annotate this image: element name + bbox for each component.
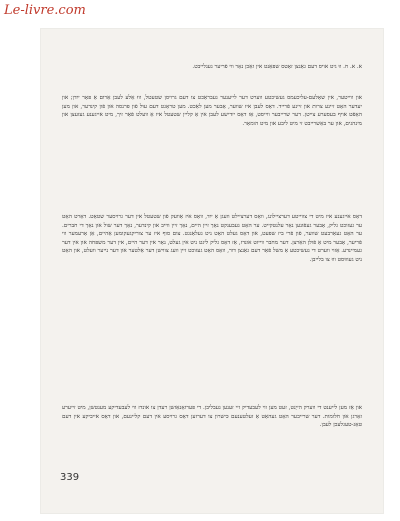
paragraph-3 xyxy=(62,213,362,265)
site-watermark: Le-livre.com xyxy=(4,3,86,18)
paragraph-text: און ווייטער, אין שאָלעם-עליכעמס געשיכטע ווערט דער לייענער געבראַכט צו דעם גרויסן שטעטל, וווּ אַלע לעבן אַרום אַ פּאָר ייִדן; און יעדער האָט זיינע צרות און זיינע פֿרייד. דאָס לעבן איז שווער, אָבער מען לאַכט. מען טראָגט דעם עול פֿון פּרנסה און פֿון קינדער, און מען האָפֿט אויף בעסערע צייטן. דער שרייבער ווייסט, אַז דאָס ייִדישע לעבן אין אַ קליין שטעטל איז אַ וועלט פֿאַר זיך, מיט אייגענע געזעצן און מינהגים, און ער באַשרייבט זי מיט ליבע און מיט הומאָר. xyxy=(62,95,362,127)
paragraph-1 xyxy=(62,63,362,72)
page-number: 339 xyxy=(60,472,80,483)
paragraph-text: א. א. ח. ווּ גיט אויס דעם גאַנצן זאָטס שפּאַנט אין זאַכן נאָר ווי פֿריער געגלייבט. xyxy=(192,64,362,70)
paragraph-text: און אַז מען לייענט די ווערק הייַנט, זעט מען ווי לעבעדיק זיי זענען געבליבן. די פּערזאָנאַזשן רעדן צו אונדז ווי לעבעדיקע מענטשן, מיט זייערע זאָרגן און חלומות. דער שרייבער האָט געהאַט אַ זעלטענעם כּישרון צו דערזען דאָס גרויסע אין דעם קליינעם, און דאָס אייביקע אין דעם טאָג-טעגלעכן לעבן. xyxy=(62,405,362,429)
paragraph-2 xyxy=(62,94,362,128)
paragraph-4 xyxy=(62,404,362,430)
paragraph-text: דאָס אייגענע איז מיט די צווייטע דערציילונג, וואָס דערציילט וועגן אַ ייִד, וואָס איז אַוועק פֿון שטעטל אין דער גרויסער שטאָט. דאָרט האָט ער געזוכט גליק, אָבער געפֿונען נאָר עלנטקייט. ער האָט געבענקט נאָך זיין היים, נאָך זיין ווייב און קינדער, נאָך דער שול און נאָך די חברים. ער האָט געאַרבעט שווער, פֿון פֿרי ביז שפּעט, און דאָס געלט האָט ניט געלאַנגט. צום סוף איז ער צוריקגעקומען אַהיים, אַן אָרעמער ווי פֿריער, אָבער מיט אַ פֿולן האַרצן. דער מחבר ווייזט אונדז, אַז דאָס גליק ליגט ניט אין געלט, נאָר אין דער היים, אין דער משפּחה און אין דער געמיינדע. אַזוי ווערט די געשיכטע אַ משל פֿאַר דעם גאַנצן דור, וואָס האָט געזוכט זיין וועג צווישן דער אַלטער און דער נייער וועלט, און האָט ניט געוווּסט וווּ צו בלייבן. xyxy=(62,214,362,263)
